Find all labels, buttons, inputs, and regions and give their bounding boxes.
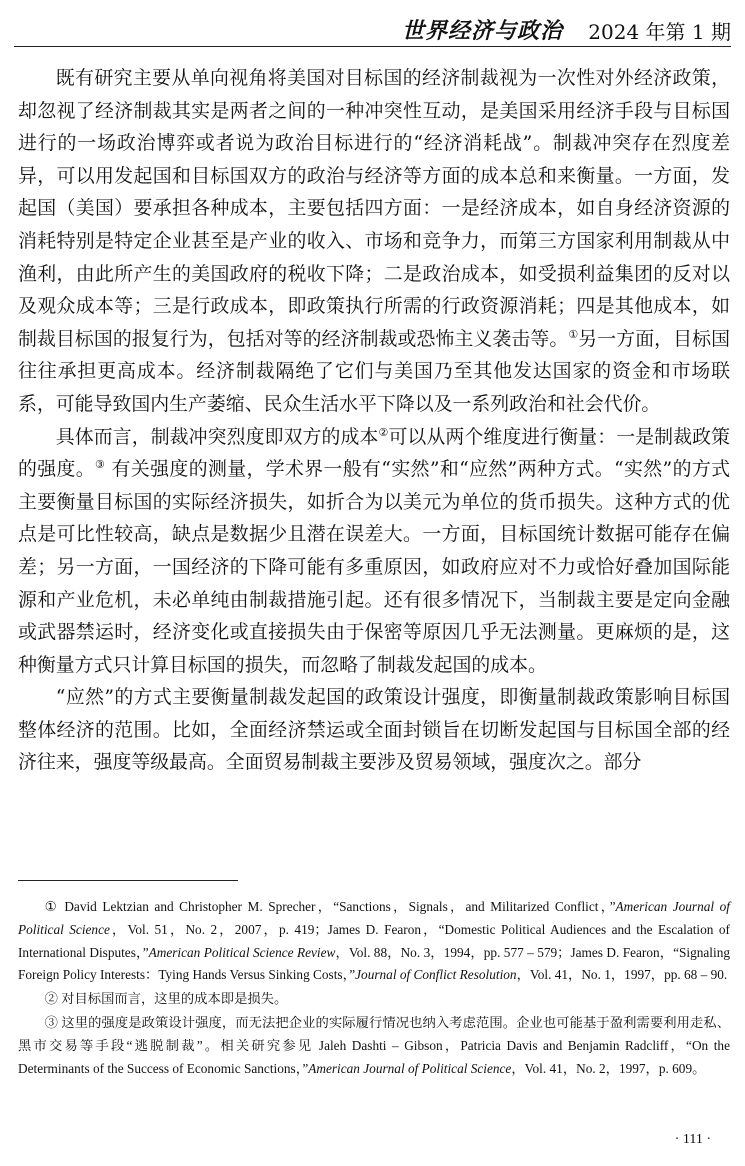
footnote-ref-2: ② xyxy=(378,425,389,439)
page-number: · 111 · xyxy=(674,1132,711,1147)
paragraph-2-text-c: 有关强度的测量，学术界一般有“实然”和“应然”两种方式。“实然”的方式主要衡量目标国的实际经济损失，如折合为以美元为单位的货币损失。这种方式的优点是可比性较高，缺点是数据少且潜在误差大。一方面，目标国统计数据可能存在偏差；另一方面，一国经济的下降可能有多重原因，如政府应对不力或恰好叠加国际能源和产业危机，未必单纯由制裁措施引起。还有很多情况下，当制裁主要是定向金融或武器禁运时，经济变化或直接损失由于保密等原因几乎无法测量。更麻烦的是，这种衡量方式只计算目标国的损失，而忽略了制裁发起国的成本。 xyxy=(18,458,730,676)
footnote-2-mark: ② xyxy=(44,991,58,1007)
footnote-3-mark: ③ xyxy=(44,1014,58,1030)
footnote-1-journal: American Political Science Review xyxy=(148,944,336,960)
issue-label: 2024 年第 1 期 xyxy=(588,20,731,44)
footnote-1-text: David Lektzian and Christopher M. Sprecher，“Sanctions，Signals，and Militarized Conflict，” xyxy=(64,899,616,914)
footnote-rule xyxy=(18,880,238,881)
journal-title: 世界经济与政治 xyxy=(401,18,563,44)
footnote-1-journal: American Journal of Political Science xyxy=(18,899,730,937)
paragraph-1-text-b: 另一方面，目标国往往承担更高成本。经济制裁隔绝了它们与美国乃至其他发达国家的资金和市场联系，可能导致国内生产萎缩、民众生活水平下降以及一系列政治和社会代价。 xyxy=(18,327,731,415)
paragraph-2 xyxy=(18,421,730,682)
footnote-ref-3: ③ xyxy=(95,458,106,472)
footnote-3 xyxy=(18,1012,730,1080)
footnote-3-journal: American Journal of Political Science xyxy=(308,1060,512,1076)
footnote-2-text: 对目标国而言，这里的成本即是损失。 xyxy=(61,991,288,1007)
paragraph-1 xyxy=(18,62,730,421)
paragraph-2-text-b: 可以从两个维度进行衡量：一是制裁政策的强度。 xyxy=(18,425,731,481)
running-header xyxy=(14,10,731,44)
footnote-1-text: ，Vol. 88，No. 3，1994，pp. 577 – 579；James D. Fearon，“Signaling Foreign Policy Interests：Tying Hands Versus Sinking Costs，” xyxy=(18,944,730,983)
footnote-1-text: ，Vol. 51，No. 2，2007，p. 419；James D. Fearon，“Domestic Political Audiences and the Escalation of International Disputes，” xyxy=(18,921,730,960)
footnote-2 xyxy=(18,988,730,1011)
footnotes xyxy=(18,896,730,1081)
footnote-1-mark: ① xyxy=(44,899,59,914)
paragraph-3: “应然”的方式主要衡量制裁发起国的政策设计强度，即衡量制裁政策影响目标国整体经济的范围。比如，全面经济禁运或全面封锁旨在切断发起国与目标国全部的经济往来，强度等级最高。全面贸易制裁主要涉及贸易领域，强度次之。部分 xyxy=(18,686,730,774)
main-text xyxy=(18,62,730,779)
footnote-1-text: ，Vol. 41，No. 1，1997，pp. 68 – 90. xyxy=(516,967,728,983)
paragraph-1-text-a: 既有研究主要从单向视角将美国对目标国的经济制裁视为一次性对外经济政策，却忽视了经济制裁其实是两者之间的一种冲突性互动，是美国采用经济手段与目标国进行的一场政治博弈或者说为政治目标进行的“经济消耗战”。制裁冲突存在烈度差异，可以用发起国和目标国双方的政治与经济等方面的成本总和来衡量。一方面，发起国（美国）要承担各种成本，主要包括四方面：一是经济成本，如自身经济资源的消耗特别是特定企业甚至是产业的收入、市场和竞争力，而第三方国家利用制裁从中渔利，由此所产生的美国政府的税收下降；二是政治成本，如受损利益集团的反对以及观众成本等；三是行政成本，即政策执行所需的行政资源消耗；四是其他成本，如制裁目标国的报复行为，包括对等的经济制裁或恐怖主义袭击等。 xyxy=(18,67,730,350)
footnote-ref-1: ① xyxy=(568,327,579,341)
footnote-1-journal: Journal of Conflict Resolution xyxy=(355,967,517,983)
footnote-3-text: 这里的强度是政策设计强度，而无法把企业的实际履行情况也纳入考虑范围。企业也可能基于盈利需要利用走私、黑市交易等手段“逃脱制裁”。相关研究参见 Jaleh Dashti – Gibson，Patricia Davis and Benjamin Radcliff，“On the Determinants of the Success of Economic Sanctions，” xyxy=(18,1014,731,1076)
header-rule xyxy=(14,46,731,47)
footnote-3-text: ，Vol. 41，No. 2，1997，p. 609。 xyxy=(511,1060,706,1076)
footnote-1 xyxy=(18,896,730,987)
paragraph-2-text-a: 具体而言，制裁冲突烈度即双方的成本 xyxy=(55,425,379,448)
